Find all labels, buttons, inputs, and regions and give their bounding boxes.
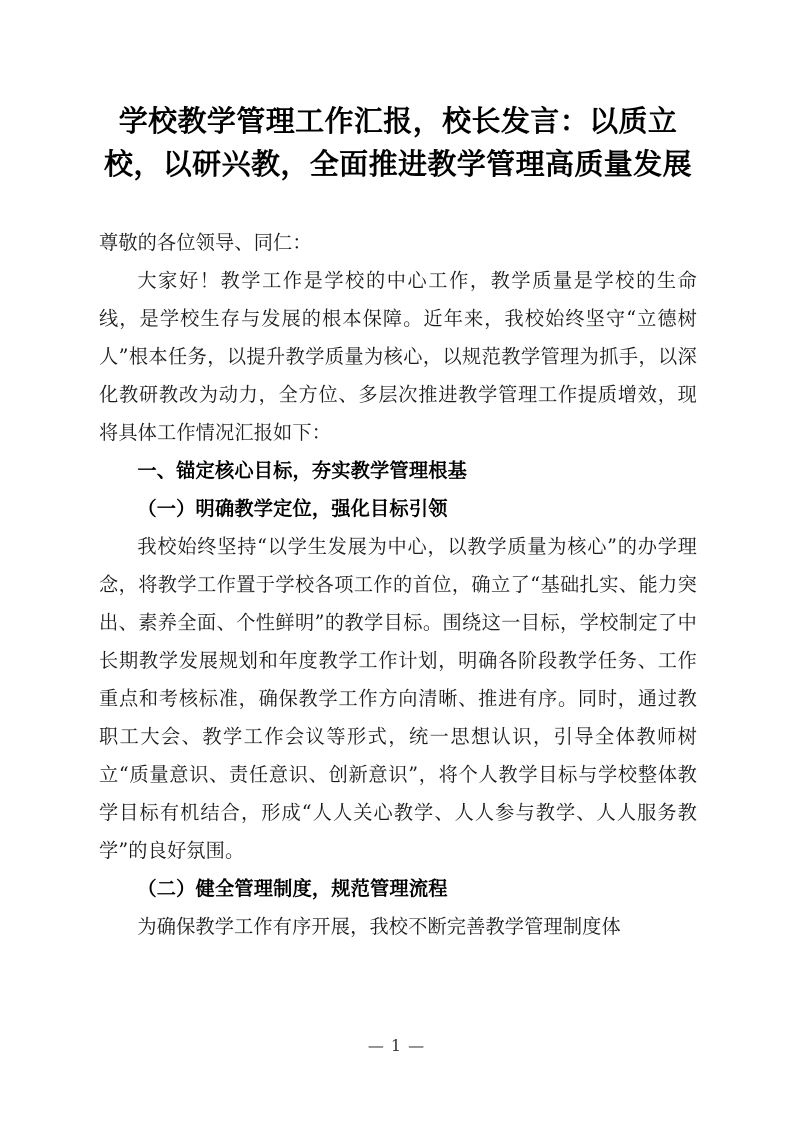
title-spacer: [99, 186, 697, 224]
page-number-footer: — 1 —: [367, 1036, 426, 1055]
subsection-body-2: 为确保教学工作有序开展，我校不断完善教学管理制度体: [137, 915, 621, 938]
page-title: 学校教学管理工作汇报，校长发言：以质立校，以研兴教，全面推进教学管理高质量发展: [103, 104, 692, 181]
document-content: [99, 0, 697, 946]
opening-paragraph: 大家好！教学工作是学校的中心工作，教学质量是学校的生命线，是学校生存与发展的根本保障。近年来，我校始终坚守“立德树人”根本任务，以提升教学质量为核心，以规范教学管理为抓手，以深化教研教改为动力，全方位、多层次推进教学管理工作提质增效，现将具体工作情况汇报如下：: [99, 269, 697, 444]
subsection-heading-2: （二）健全管理制度，规范管理流程: [137, 877, 448, 900]
section-heading-level-1: 一、锚定核心目标，夯实教学管理根基: [137, 459, 467, 482]
subsection-body-1: 我校始终坚持“以学生发展为中心，以教学质量为核心”的办学理念，将教学工作置于学校各项工作的首位，确立了“基础扎实、能力突出、素养全面、个性鲜明”的教学目标。围绕这一目标，学校制定了中长期教学发展规划和年度教学工作计划，明确各阶段教学任务、工作重点和考核标准，确保教学工作方向清晰、推进有序。同时，通过教职工大会、教学工作会议等形式，统一思想认识，引导全体教师树立“质量意识、责任意识、创新意识”，将个人教学目标与学校整体教学目标有机结合，形成“人人关心教学、人人参与教学、人人服务教学”的良好氛围。: [99, 535, 697, 862]
salutation-line: 尊敬的各位领导、同仁：: [99, 231, 312, 254]
subsection-heading-1: （一）明确教学定位，强化目标引领: [137, 497, 448, 520]
